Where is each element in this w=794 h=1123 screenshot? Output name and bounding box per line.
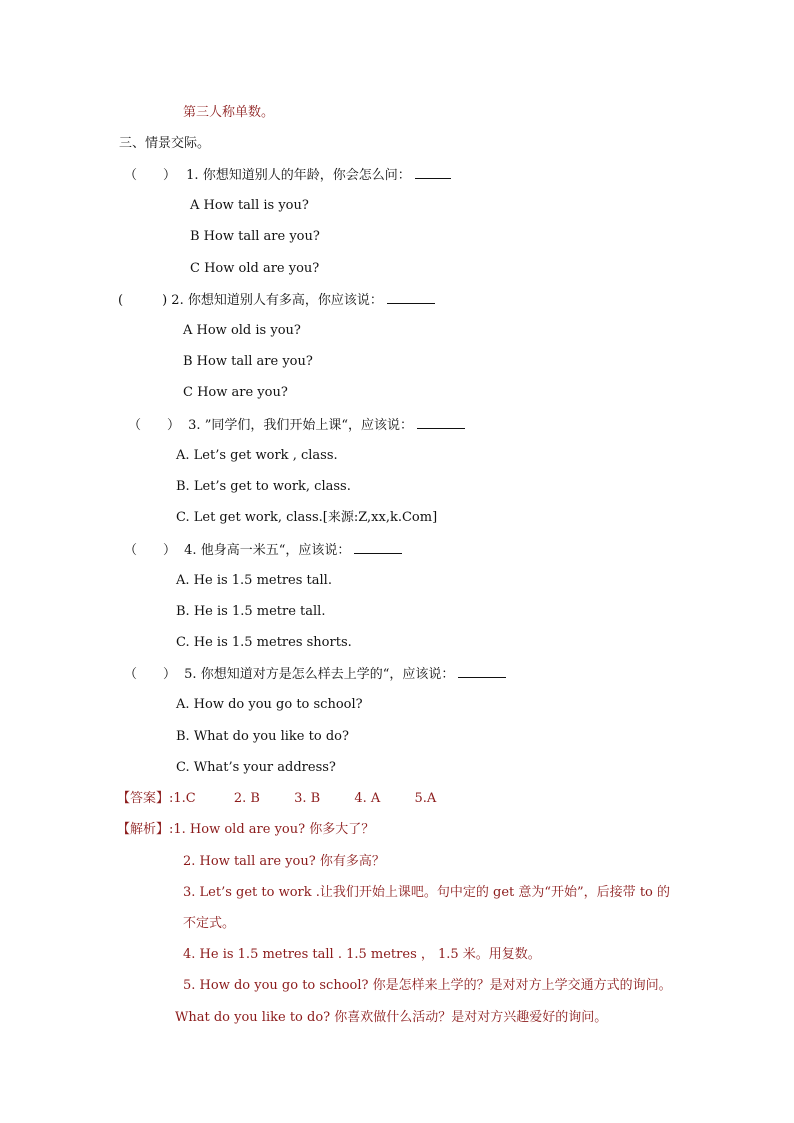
question-1	[124, 166, 451, 185]
answer-item: 3. B	[294, 791, 321, 806]
question-stem: 5. 你想知道对方是怎么样去上学的“，应该说：	[184, 667, 455, 682]
option-a: A. How do you go to school?	[176, 697, 363, 712]
answer-item: :1.C	[169, 791, 196, 806]
analysis-line: 5. How do you go to school? 你是怎样来上学的？是对对方上学交通方式的询问。	[183, 978, 672, 993]
analysis-line: :1. How old are you? 你多大了？	[169, 822, 375, 837]
answer-paren: （ ）	[124, 543, 177, 558]
answer-item: 5.A	[414, 791, 437, 806]
option-b: B How tall are you?	[190, 229, 320, 244]
analysis-line: 不定式。	[183, 916, 236, 931]
answer-blank	[415, 166, 451, 179]
option-c: C How old are you?	[190, 261, 320, 276]
answer-blank	[458, 665, 506, 678]
answer-blank	[387, 291, 435, 304]
analysis-line: 3. Let’s get to work .让我们开始上课吧。句中定的 get 意为“开始”，后接带 to 的	[183, 885, 670, 900]
answer-key	[117, 790, 436, 808]
analysis-line: 2. How tall are you? 你有多高？	[183, 854, 385, 869]
question-5	[124, 665, 506, 684]
option-c: C. He is 1.5 metres shorts.	[176, 635, 352, 650]
answer-blank	[354, 541, 402, 554]
option-a: A How old is you?	[183, 323, 301, 338]
option-c: C. What’s your address?	[176, 760, 336, 775]
option-b: B. Let’s get to work, class.	[176, 479, 351, 494]
option-a: A. Let’s get work , class.	[176, 448, 338, 463]
question-stem: 3. ”同学们，我们开始上课“，应该说：	[188, 418, 413, 433]
option-c: C How are you?	[183, 385, 288, 400]
question-4	[124, 541, 402, 560]
question-3	[128, 416, 465, 435]
answer-item: 4. A	[354, 791, 381, 806]
answer-paren: （ ）	[124, 667, 177, 682]
option-c: C. Let get work, class.[来源:Z,xx,k.Com]	[176, 510, 438, 525]
question-2	[118, 291, 435, 310]
answer-paren: （ ）	[128, 418, 181, 433]
option-a: A How tall is you?	[190, 198, 309, 213]
option-b: B. What do you like to do?	[176, 729, 349, 744]
analysis-line: 4. He is 1.5 metres tall . 1.5 metres ， 1.5 米。用复数。	[183, 947, 541, 962]
answer-item: 2. B	[233, 791, 260, 806]
section-title: 三、情景交际。	[119, 136, 211, 151]
answer-paren: （ ）	[124, 168, 177, 183]
answer-blank	[417, 416, 465, 429]
answer-label: 【答案】	[117, 791, 170, 806]
question-stem: 2. 你想知道别人有多高，你应该说：	[171, 293, 383, 308]
intro-tail: 第三人称单数。	[183, 105, 275, 120]
option-a: A. He is 1.5 metres tall.	[176, 573, 332, 588]
option-b: B How tall are you?	[183, 354, 313, 369]
question-stem: 1. 你想知道别人的年龄，你会怎么问：	[186, 168, 411, 183]
analysis-label: 【解析】	[117, 822, 170, 837]
answer-paren: ( )	[118, 293, 168, 308]
analysis-first	[117, 821, 374, 839]
option-b: B. He is 1.5 metre tall.	[176, 604, 326, 619]
question-stem: 4. 他身高一米五“，应该说：	[184, 543, 351, 558]
analysis-line: What do you like to do? 你喜欢做什么活动？是对对方兴趣爱好的询问。	[175, 1010, 608, 1025]
